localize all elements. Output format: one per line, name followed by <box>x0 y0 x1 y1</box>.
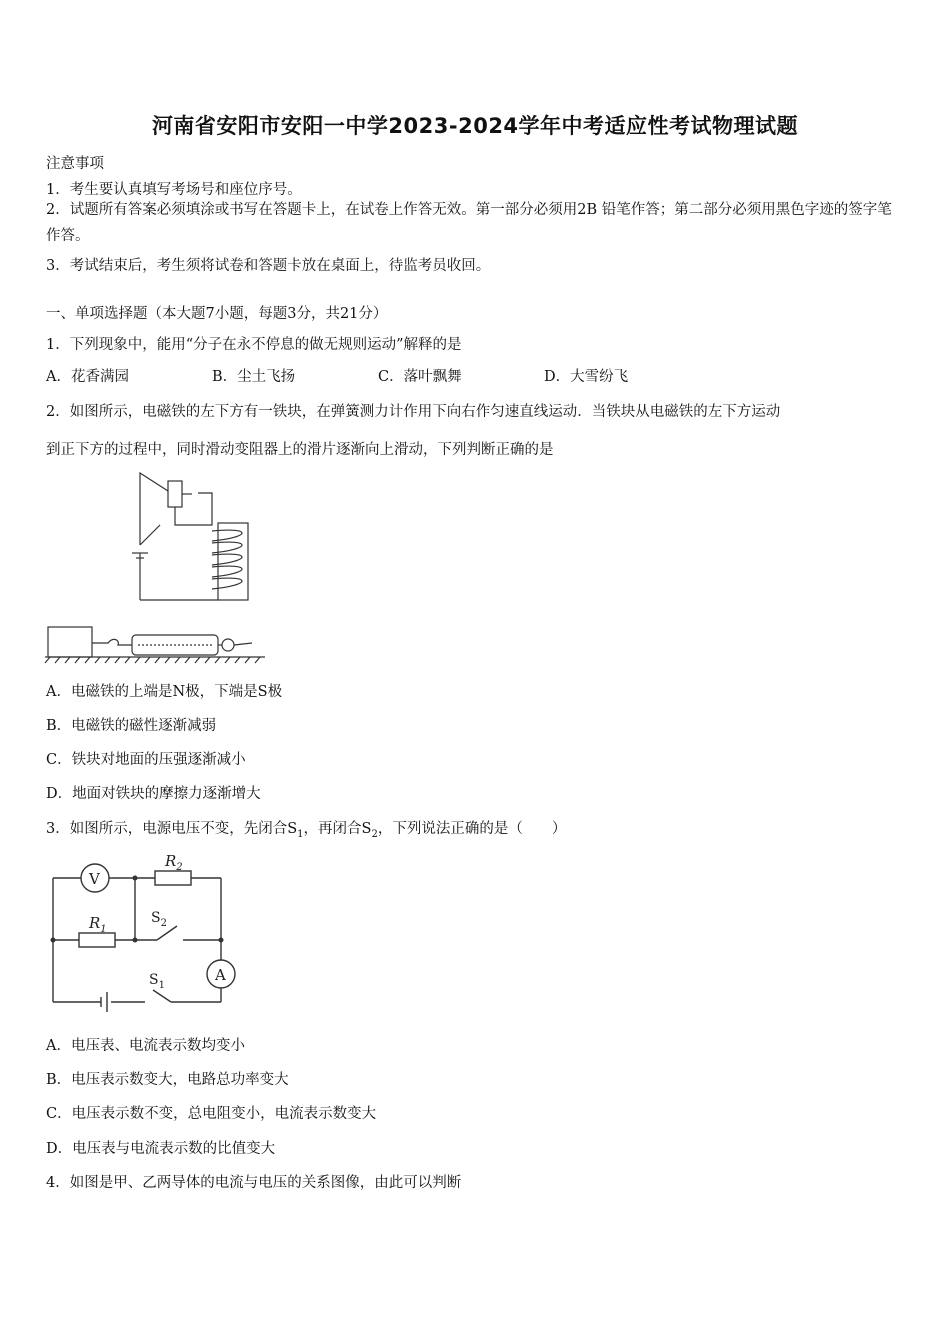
q1-options <box>46 365 710 386</box>
q3-stem: 3．如图所示，电源电压不变，先闭合$S_1$，再闭合$S_2$，下列说法正确的是（ ） <box>46 821 567 840</box>
q2-option-d: D．地面对铁块的摩擦力逐渐增大 <box>46 786 261 802</box>
r1-label: $R_1$ <box>89 914 107 935</box>
q2-option-a: A．电磁铁的上端是N极，下端是S极 <box>46 684 283 700</box>
q3-circuit <box>45 850 245 1010</box>
s2-label: $S_2$ <box>151 910 167 929</box>
page-title: 河南省安阳市安阳一中学2023-2024学年中考适应性考试物理试题 <box>151 114 799 138</box>
q2-stem-line2: 到正下方的过程中，同时滑动变阻器上的滑片逐渐向上滑动，下列判断正确的是 <box>46 442 554 458</box>
r2-label: $R_2$ <box>165 852 183 873</box>
q2-option-b: B．电磁铁的磁性逐渐减弱 <box>46 718 217 734</box>
q3-option-b: B．电压表示数变大，电路总功率变大 <box>46 1072 289 1088</box>
note-item: 2．试题所有答案必须填涂或书写在答题卡上，在试卷上作答无效。第一部分必须用2B 铅笔作答；第二部分必须用黑色字迹的签字笔作答。 <box>46 202 892 244</box>
note-item: 1．考生要认真填写考场号和座位序号。 <box>46 182 302 198</box>
note-item: 3．考试结束后，考生须将试卷和答题卡放在桌面上，待监考员收回。 <box>46 258 491 274</box>
q2-option-c: C．铁块对地面的压强逐渐减小 <box>46 752 246 768</box>
q1-option-d: D．大雪纷飞 <box>544 369 629 385</box>
q1-stem: 1．下列现象中，能用“分子在永不停息的做无规则运动”解释的是 <box>46 337 462 353</box>
q1-option-b: B．尘土飞扬 <box>212 369 296 385</box>
q1-option-c: C．落叶飘舞 <box>378 369 462 385</box>
s1-label: $S_1$ <box>149 972 165 991</box>
q3-option-c: C．电压表示数不变，总电阻变小，电流表示数变大 <box>46 1106 377 1122</box>
q2-figure <box>40 465 280 675</box>
q3-option-a: A．电压表、电流表示数均变小 <box>46 1038 245 1054</box>
ammeter-label: A <box>215 966 226 984</box>
notes-heading: 注意事项 <box>46 156 104 172</box>
q2-stem-line1: 2．如图所示，电磁铁的左下方有一铁块，在弹簧测力计作用下向右作匀速直线运动．当铁块从电磁铁的左下方运动 <box>46 404 781 420</box>
voltmeter-label: V <box>89 870 100 888</box>
q3-option-d: D．电压表与电流表示数的比值变大 <box>46 1141 276 1157</box>
section-heading: 一、单项选择题（本大题7小题，每题3分，共21分） <box>46 306 388 322</box>
q4-stem: 4．如图是甲、乙两导体的电流与电压的关系图像，由此可以判断 <box>46 1175 462 1191</box>
q1-option-a: A．花香满园 <box>46 369 129 385</box>
